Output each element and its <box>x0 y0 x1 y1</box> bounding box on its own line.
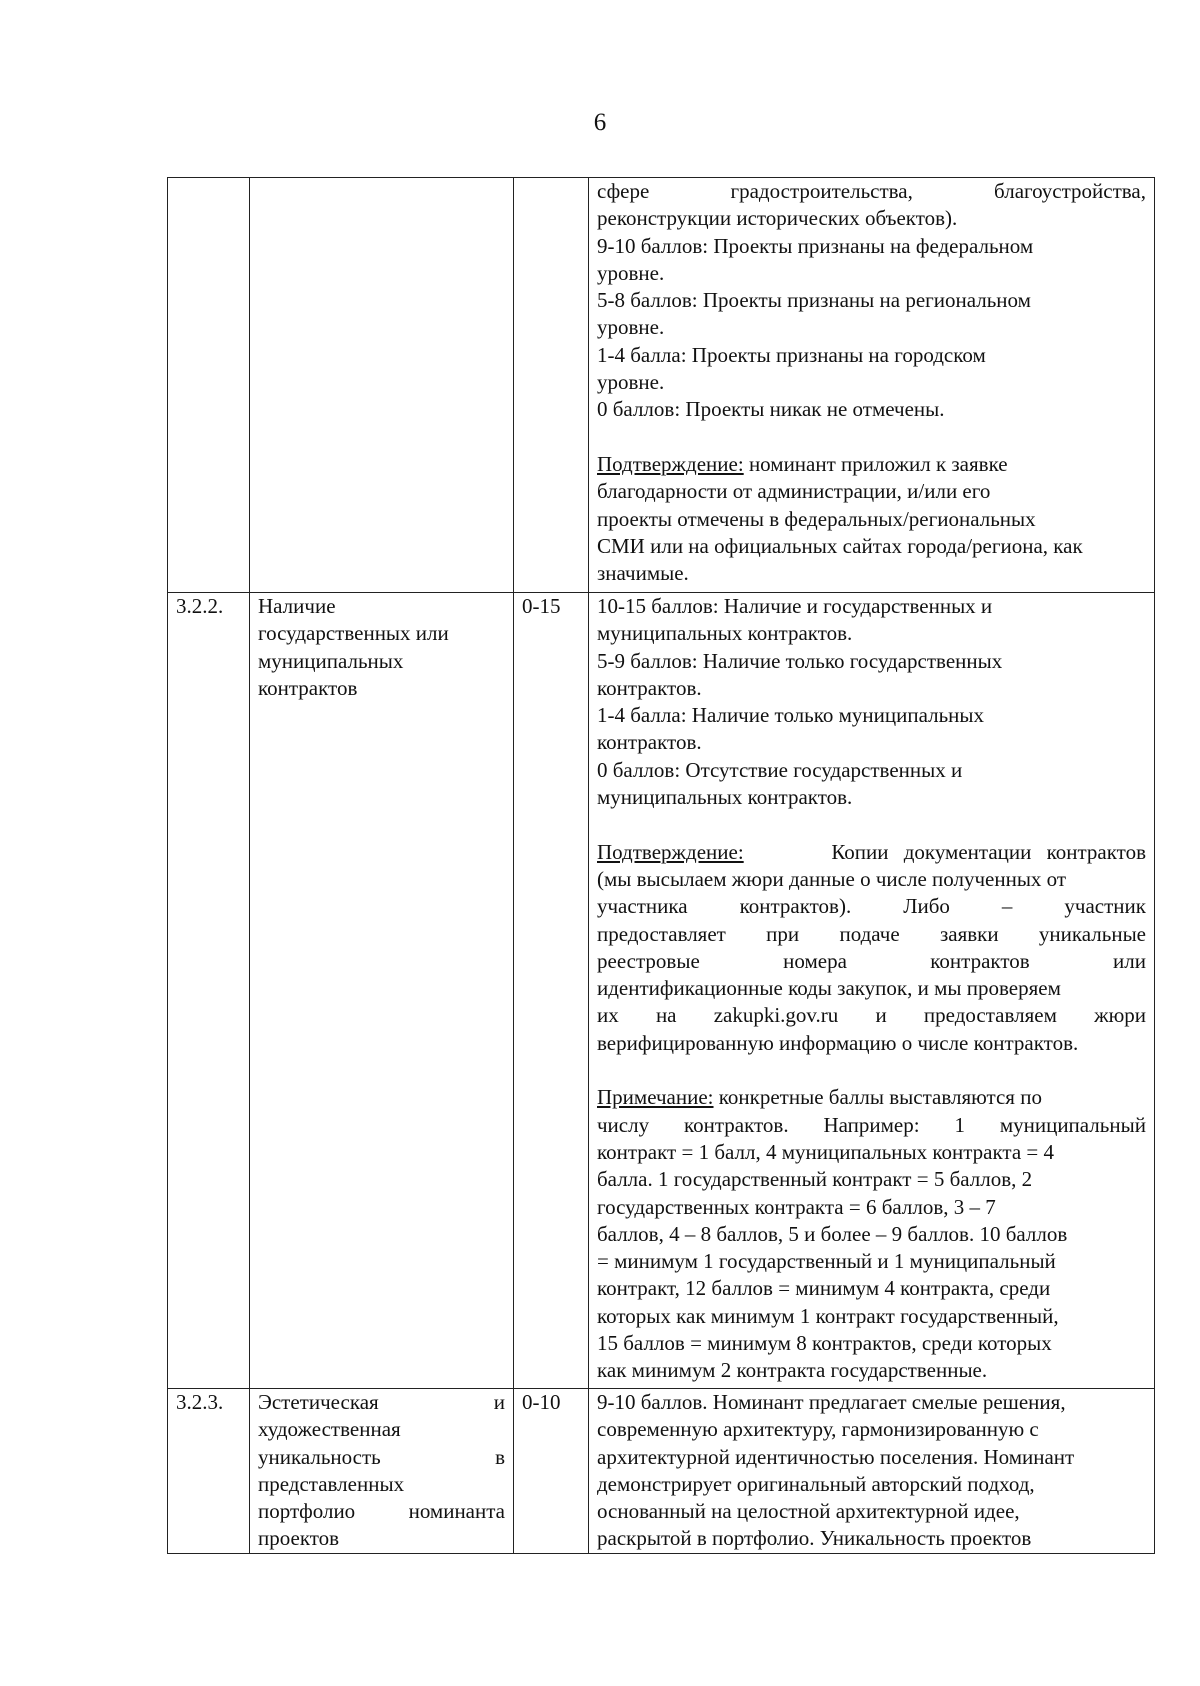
description-line: 9-10 баллов: Проекты признаны на федеральном <box>597 233 1034 258</box>
confirmation-line: СМИ или на официальных сайтах города/региона, как <box>597 533 1083 558</box>
description-line: сфере градостроительства, благоустройства, <box>597 179 1146 203</box>
table-row <box>168 178 1155 593</box>
confirmation-line: идентификационные коды закупок, и мы проверяем <box>597 976 1061 1001</box>
description-line: 0 баллов: Проекты никак не отмечены. <box>597 397 945 422</box>
description-line: уровне. <box>597 315 665 340</box>
note-line: Примечание: конкретные баллы выставляются по <box>597 1085 1042 1110</box>
score-range: 0-10 <box>514 1389 589 1554</box>
note-line: как минимум 2 контракта государственные. <box>597 1358 988 1383</box>
note-line: 15 баллов = минимум 8 контрактов, среди которых <box>597 1331 1052 1356</box>
criterion-number: 3.2.2. <box>168 593 250 1389</box>
description-line: контрактов. <box>597 730 702 755</box>
description-line: современную архитектуру, гармонизированную с <box>597 1417 1039 1442</box>
page-number: 6 <box>593 109 607 136</box>
criterion-name: Эстетическая и художественная уникальность в представленных портфолио номинанта проектов <box>250 1389 514 1554</box>
score-range <box>514 178 589 593</box>
table-row <box>168 1389 1155 1554</box>
description-line: уровне. <box>597 260 665 285</box>
note-line: балла. 1 государственный контракт = 5 баллов, 2 <box>597 1167 1033 1192</box>
confirmation-line: проекты отмечены в федеральных/региональных <box>597 506 1036 531</box>
note-line: баллов, 4 – 8 баллов, 5 и более – 9 баллов. 10 баллов <box>597 1221 1068 1246</box>
criterion-number <box>168 178 250 593</box>
note-line: государственных контракта = 6 баллов, 3 – 7 <box>597 1194 996 1219</box>
confirmation-line: участника контрактов). Либо – участник <box>597 894 1146 919</box>
description-line: 1-4 балла: Наличие только муниципальных <box>597 703 985 728</box>
confirmation-label: Подтверждение: <box>597 839 744 864</box>
description-line: архитектурной идентичностью поселения. Номинант <box>597 1444 1075 1469</box>
confirmation-line: значимые. <box>597 561 689 586</box>
description-line: реконструкции исторических объектов). <box>597 206 958 231</box>
confirmation-label: Подтверждение: <box>597 451 744 476</box>
criterion-description <box>589 1389 1155 1554</box>
criterion-name: Наличие государственных или муниципальных контрактов <box>250 593 514 1389</box>
criterion-description <box>589 178 1155 593</box>
criterion-name <box>250 178 514 593</box>
confirmation-line: реестровые номера контрактов или <box>597 948 1146 973</box>
confirmation-line: верифицированную информацию о числе контрактов. <box>597 1030 1079 1055</box>
description-line: 10-15 баллов: Наличие и государственных и <box>597 594 993 618</box>
description-line: муниципальных контрактов. <box>597 785 853 810</box>
confirmation-line: их на zakupki.gov.ru и предоставляем жюри <box>597 1003 1146 1028</box>
description-line: раскрытой в портфолио. Уникальность проектов <box>597 1526 1032 1551</box>
confirmation-line: Подтверждение: Копии документации контрактов <box>597 839 1146 866</box>
note-line: контракт = 1 балл, 4 муниципальных контракта = 4 <box>597 1139 1055 1164</box>
description-line: 9-10 баллов. Номинант предлагает смелые решения, <box>597 1390 1066 1414</box>
score-range: 0-15 <box>514 593 589 1389</box>
description-line: демонстрирует оригинальный авторский подход, <box>597 1471 1035 1496</box>
note-line: числу контрактов. Например: 1 муниципальный <box>597 1112 1146 1137</box>
description-line: 5-9 баллов: Наличие только государственных <box>597 648 1003 673</box>
description-line: основанный на целостной архитектурной идее, <box>597 1499 1020 1524</box>
description-line: муниципальных контрактов. <box>597 621 853 646</box>
description-line: уровне. <box>597 370 665 395</box>
confirmation-line: (мы высылаем жюри данные о числе полученных от <box>597 866 1067 891</box>
description-line: 5-8 баллов: Проекты признаны на региональном <box>597 288 1031 313</box>
note-line: которых как минимум 1 контракт государственный, <box>597 1303 1059 1328</box>
note-line: контракт, 12 баллов = минимум 4 контракта, среди <box>597 1276 1051 1301</box>
criteria-table <box>167 177 1155 1554</box>
description-line: 0 баллов: Отсутствие государственных и <box>597 757 963 782</box>
confirmation-line: благодарности от администрации, и/или его <box>597 479 991 504</box>
note-label: Примечание: <box>597 1085 714 1110</box>
criterion-number: 3.2.3. <box>168 1389 250 1554</box>
description-line: контрактов. <box>597 675 702 700</box>
note-line: = минимум 1 государственный и 1 муниципальный <box>597 1249 1056 1274</box>
table-row <box>168 593 1155 1389</box>
confirmation-line: Подтверждение: номинант приложил к заявке <box>597 451 1008 476</box>
criterion-description <box>589 593 1155 1389</box>
confirmation-line: предоставляет при подаче заявки уникальные <box>597 921 1146 946</box>
description-line: 1-4 балла: Проекты признаны на городском <box>597 342 986 367</box>
